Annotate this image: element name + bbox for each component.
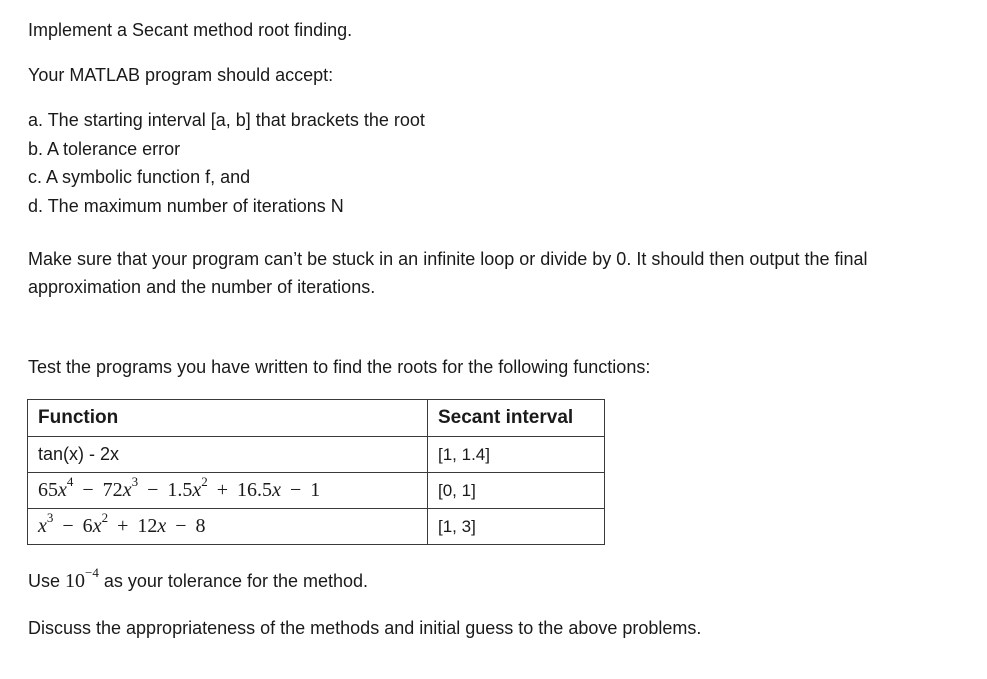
- list-item: c. A symbolic function f, and: [28, 167, 251, 187]
- header-function: Function: [28, 400, 428, 437]
- list-item: d. The maximum number of iterations N: [28, 196, 344, 216]
- instructions-paragraph: Make sure that your program can’t be stuck in an infinite loop or divide by 0. It should then output the final approximation and the number of iterations.: [28, 249, 868, 297]
- table-row: [28, 473, 605, 509]
- tolerance-line: [28, 565, 369, 593]
- functions-table: [27, 399, 605, 545]
- table-row: [28, 437, 605, 473]
- intro-text: Your MATLAB program should accept:: [28, 65, 334, 85]
- tolerance-base: 10: [65, 570, 86, 592]
- page-title: Implement a Secant method root finding.: [28, 20, 353, 40]
- closing-text: Discuss the appropriateness of the methods and initial guess to the above problems.: [28, 618, 702, 638]
- row-3-interval: [1, 3]: [428, 509, 605, 545]
- table-row: [28, 509, 605, 545]
- list-item: a. The starting interval [a, b] that brackets the root: [28, 110, 425, 130]
- row-3-function: [28, 509, 428, 545]
- table-header-row: [28, 400, 605, 437]
- tolerance-suffix: as your tolerance for the method.: [103, 571, 369, 591]
- tolerance-exponent: −4: [85, 565, 99, 581]
- row-2-interval: [0, 1]: [428, 473, 605, 509]
- tolerance-prefix: Use: [28, 571, 61, 591]
- list-item: b. A tolerance error: [28, 139, 181, 159]
- row-1-function: tan(x) - 2x: [28, 437, 428, 473]
- row-2-function: [28, 473, 428, 509]
- row-1-interval: [1, 1.4]: [428, 437, 605, 473]
- tolerance-value: [65, 565, 99, 592]
- row-3-function-math: $x^3 - 6x^2 + 12x - 8$: [38, 510, 206, 537]
- test-intro: Test the programs you have written to find the roots for the following functions:: [28, 357, 651, 377]
- header-interval: Secant interval: [428, 400, 605, 437]
- row-2-function-math: $65x^4 - 72x^3 - 1.5x^2 + 16.5x - 1$: [38, 474, 321, 501]
